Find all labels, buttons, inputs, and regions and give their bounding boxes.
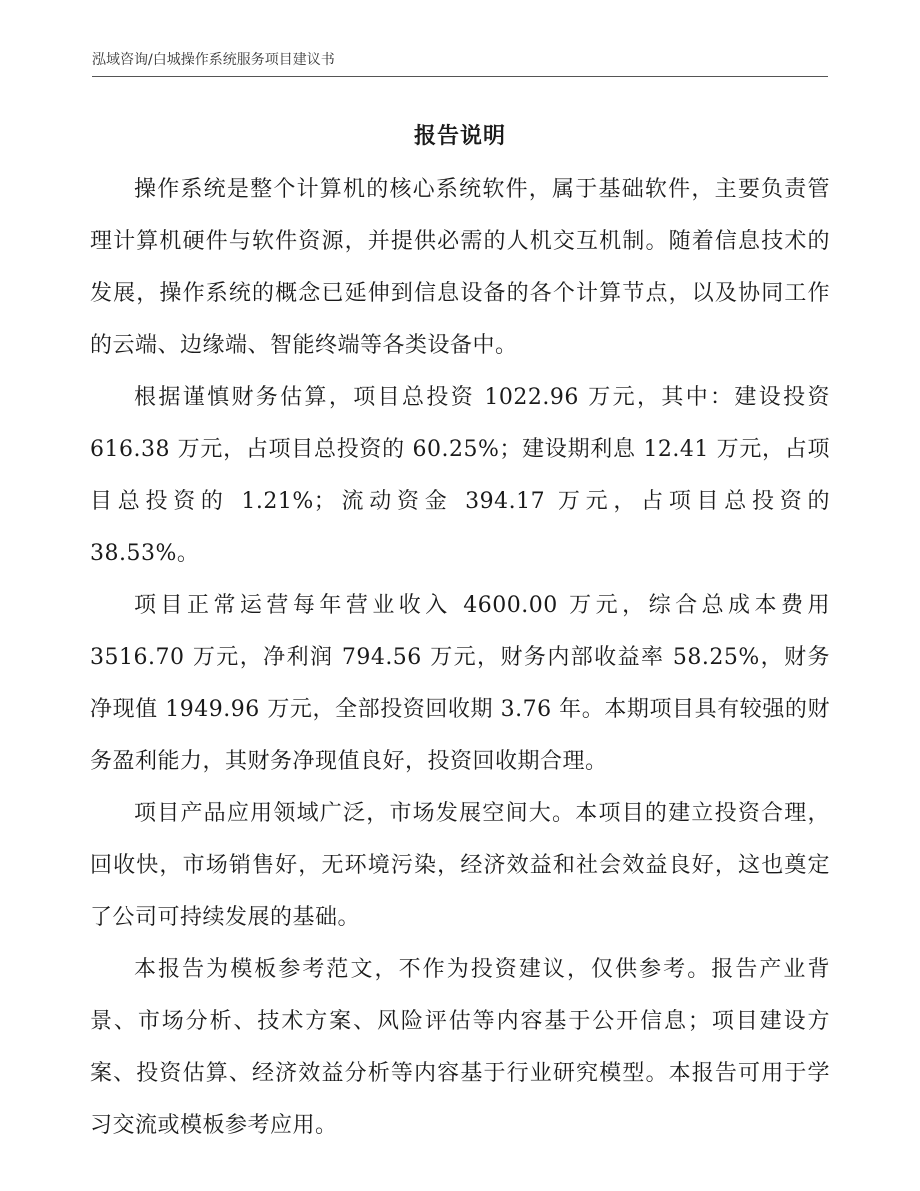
paragraph-disclaimer: 本报告为模板参考范文，不作为投资建议，仅供参考。报告产业背景、市场分析、技术方案、风险评估等内容基于公开信息；项目建设方案、投资估算、经济效益分析等内容基于行业研究模型。本报告可用于学习交流或模板参考应用。 [90,957,830,1138]
paragraph-financials: 项目正常运营每年营业收入 4600.00 万元，综合总成本费用 3516.70 万元，净利润 794.56 万元，财务内部收益率 58.25%，财务净现值 1949.96 万元，全部投资回收期 3.76 年。本期项目具有较强的财务盈利能力，其财务净现值良好，投资回收期合理。 [90,593,830,774]
paragraph-investment: 根据谨慎财务估算，项目总投资 1022.96 万元，其中：建设投资 616.38 万元，占项目总投资的 60.25%；建设期利息 12.41 万元，占项目总投资的 1.21%；流动资金 394.17 万元，占项目总投资的 38.53%。 [90,385,830,566]
paragraph-prospects: 项目产品应用领域广泛，市场发展空间大。本项目的建立投资合理，回收快，市场销售好，无环境污染，经济效益和社会效益良好，这也奠定了公司可持续发展的基础。 [90,801,830,930]
running-header: 泓域咨询/白城操作系统服务项目建议书 [92,52,335,68]
paragraph-overview: 操作系统是整个计算机的核心系统软件，属于基础软件，主要负责管理计算机硬件与软件资源，并提供必需的人机交互机制。随着信息技术的发展，操作系统的概念已延伸到信息设备的各个计算节点，以及协同工作的云端、边缘端、智能终端等各类设备中。 [90,177,830,358]
page-title: 报告说明 [413,123,506,149]
report-body [90,164,830,1152]
header-divider [92,76,828,77]
